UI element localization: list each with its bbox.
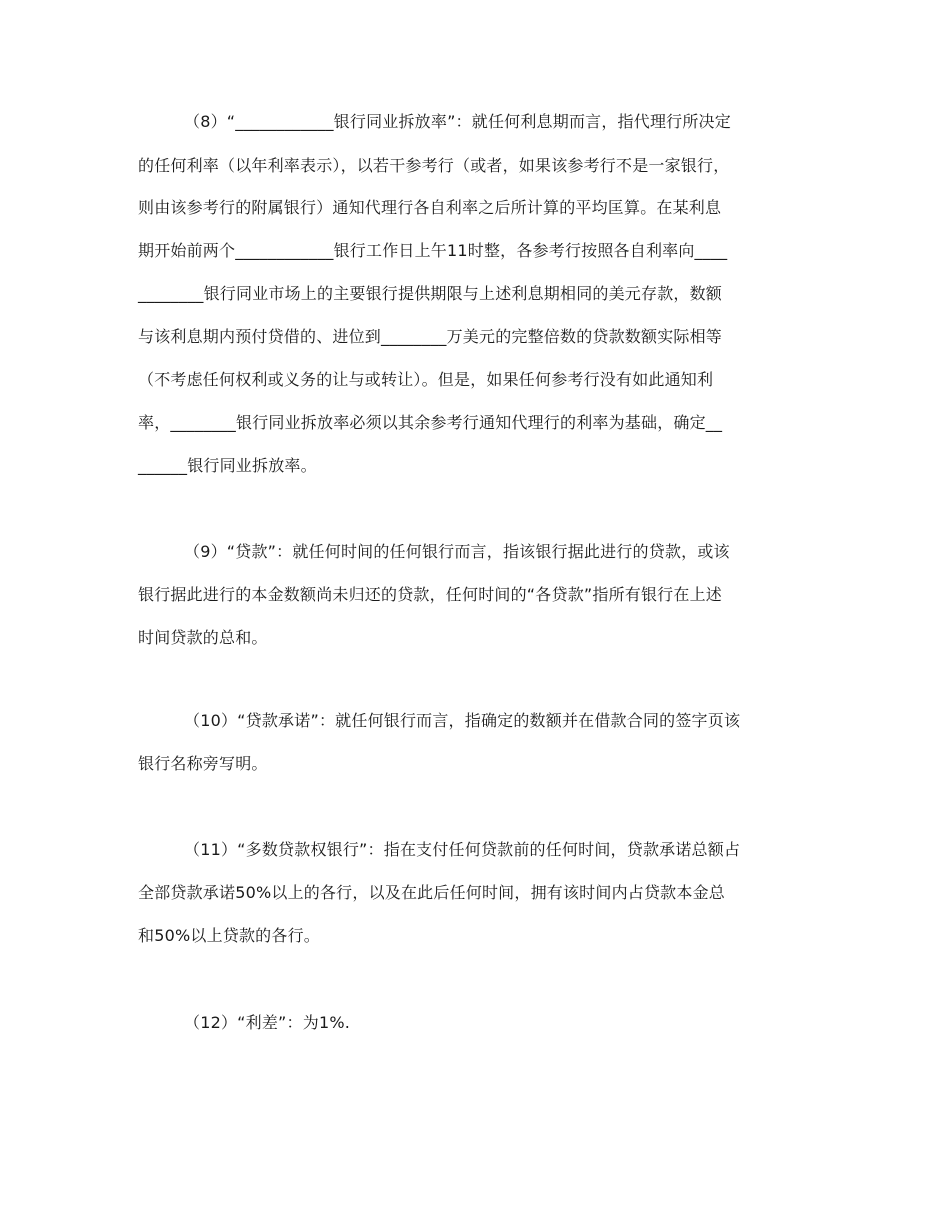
- paragraph-line: （11）“多数贷款权银行”：指在支付任何贷款前的任何时间，贷款承诺总额占: [184, 840, 741, 859]
- paragraph-line: 率，________银行同业拆放率必须以其余参考行通知代理行的利率为基础，确定__: [138, 413, 723, 432]
- paragraph-line: 银行据此进行的本金数额尚未归还的贷款，任何时间的“各贷款”指所有银行在上述: [138, 585, 722, 604]
- paragraph-line: 时间贷款的总和。: [138, 628, 268, 647]
- paragraph-line: 银行名称旁写明。: [138, 754, 268, 773]
- paragraph-line: （10）“贷款承诺”：就任何银行而言，指确定的数额并在借款合同的签字页该: [184, 711, 741, 730]
- paragraph-line: 和50%以上贷款的各行。: [138, 926, 320, 945]
- paragraph-line: 全部贷款承诺50%以上的各行，以及在此后任何时间，拥有该时间内占贷款本金总: [138, 883, 725, 902]
- paragraph-line: （不考虑任何权利或义务的让与或转让）。但是，如果任何参考行没有如此通知利: [138, 370, 714, 389]
- paragraph-line: 期开始前两个____________银行工作日上午11时整，各参考行按照各自利率向____: [138, 241, 728, 260]
- paragraph-line: （12）“利差”：为1%.: [184, 1013, 351, 1032]
- paragraph-line: 的任何利率（以年利率表示），以若干参考行（或者，如果该参考行不是一家银行，: [138, 156, 730, 175]
- paragraph-line: ________银行同业市场上的主要银行提供期限与上述利息期相同的美元存款，数额: [138, 284, 723, 303]
- paragraph-line: （8）“____________银行同业拆放率”：就任何利息期而言，指代理行所决定: [184, 112, 731, 131]
- paragraph-line: 与该利息期内预付贷借的、进位到________万美元的完整倍数的贷款数额实际相等: [138, 327, 723, 346]
- paragraph-line: （9）“贷款”：就任何时间的任何银行而言，指该银行据此进行的贷款，或该: [184, 542, 730, 561]
- paragraph-line: 则由该参考行的附属银行）通知代理行各自利率之后所计算的平均匡算。在某利息: [138, 198, 722, 217]
- paragraph-line: ______银行同业拆放率。: [138, 456, 317, 475]
